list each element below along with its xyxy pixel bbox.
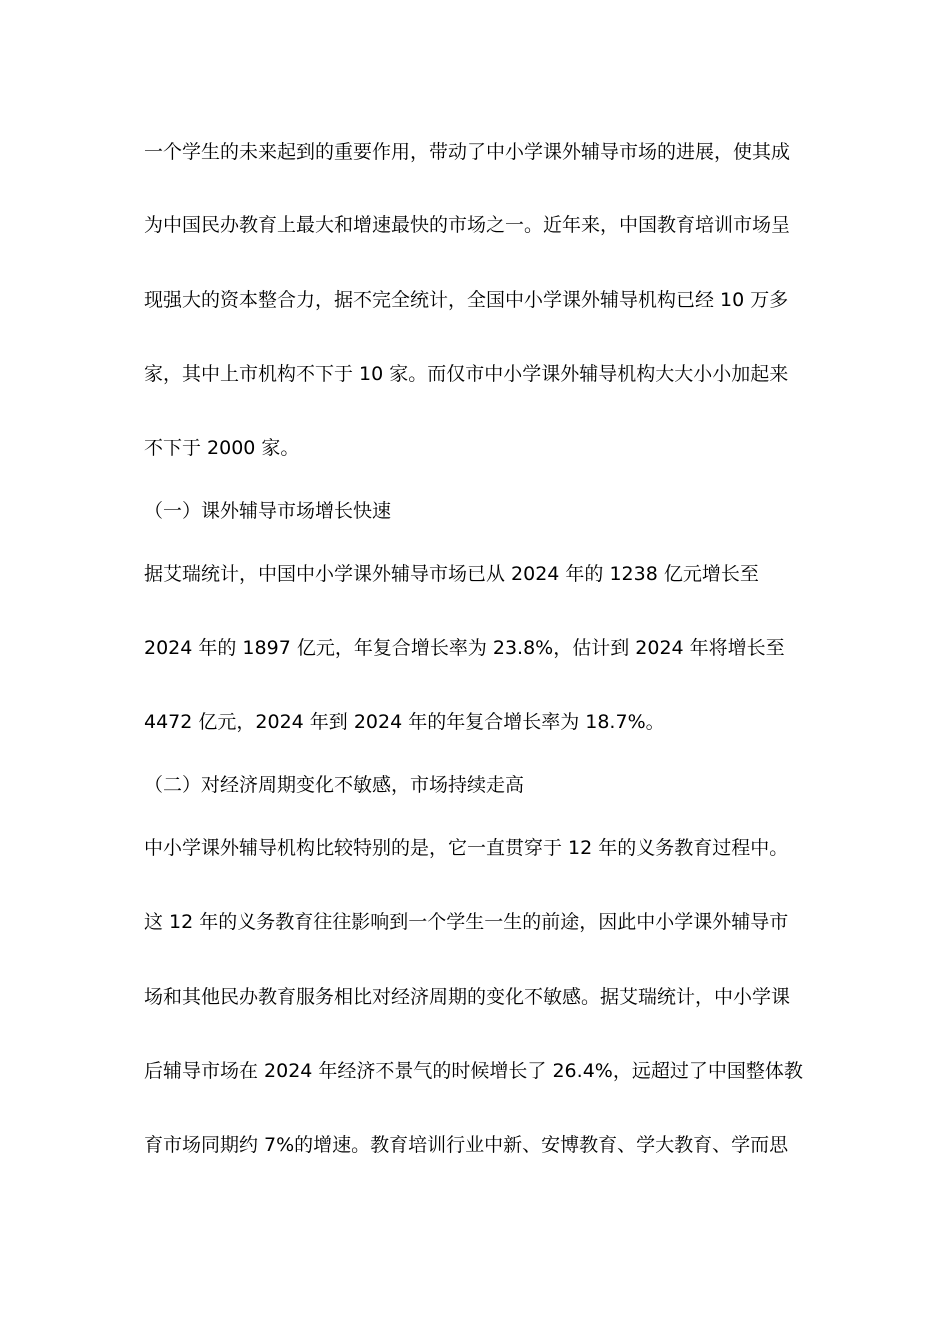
paragraph-line: 后辅导市场在 2024 年经济不景气的时候增长了 26.4%，远超过了中国整体教 bbox=[144, 1060, 803, 1082]
paragraph-line: 育市场同期约 7%的增速。教育培训行业中新、安博教育、学大教育、学而思 bbox=[144, 1134, 789, 1156]
paragraph-line: 场和其他民办教育服务相比对经济周期的变化不敏感。据艾瑞统计，中小学课 bbox=[144, 986, 791, 1008]
paragraph-line: 现强大的资本整合力，据不完全统计，全国中小学课外辅导机构已经 10 万多 bbox=[144, 289, 789, 311]
paragraph-line: 中小学课外辅导机构比较特别的是，它一直贯穿于 12 年的义务教育过程中。 bbox=[144, 837, 789, 859]
paragraph-line: 2024 年的 1897 亿元，年复合增长率为 23.8%，估计到 2024 年将增长至 bbox=[144, 637, 785, 659]
paragraph-line: 家，其中上市机构不下于 10 家。而仅市中小学课外辅导机构大大小小加起来 bbox=[144, 363, 789, 385]
paragraph-line: 这 12 年的义务教育往往影响到一个学生一生的前途，因此中小学课外辅导市 bbox=[144, 911, 789, 933]
paragraph-line: 4472 亿元，2024 年到 2024 年的年复合增长率为 18.7%。 bbox=[144, 711, 665, 733]
paragraph-line: 据艾瑞统计，中国中小学课外辅导市场已从 2024 年的 1238 亿元增长至 bbox=[144, 563, 759, 585]
paragraph-line: 一个学生的未来起到的重要作用，带动了中小学课外辅导市场的进展，使其成 bbox=[144, 141, 791, 163]
paragraph-line: 不下于 2000 家。 bbox=[144, 437, 300, 459]
section-heading: （一）课外辅导市场增长快速 bbox=[144, 500, 392, 522]
section-heading: （二）对经济周期变化不敏感，市场持续走高 bbox=[144, 774, 525, 796]
paragraph-line: 为中国民办教育上最大和增速最快的市场之一。近年来，中国教育培训市场呈 bbox=[144, 214, 791, 236]
